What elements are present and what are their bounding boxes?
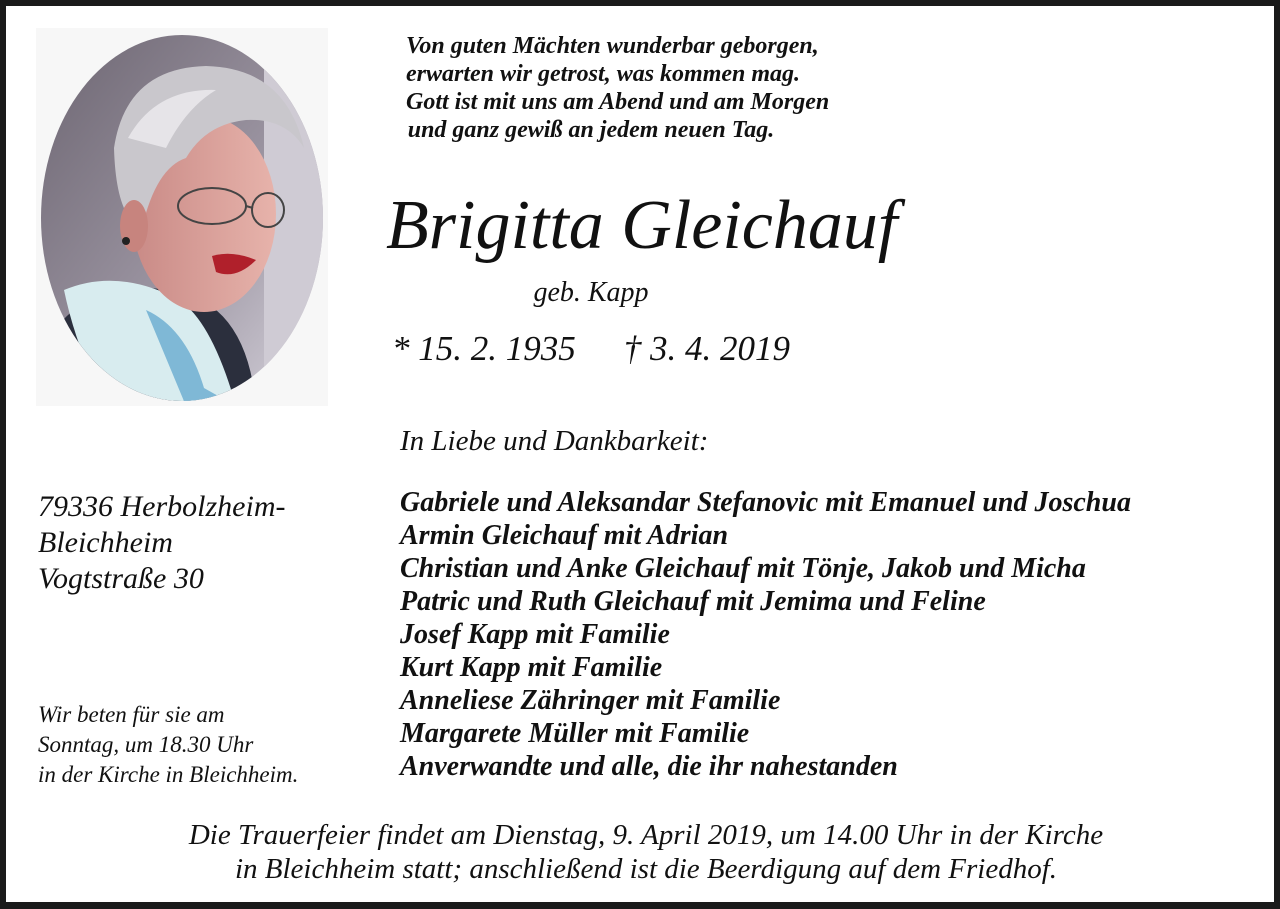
poem-line: Gott ist mit uns am Abend und am Morgen bbox=[406, 89, 830, 115]
birth-date: * 15. 2. 1935 bbox=[392, 329, 576, 368]
portrait-photo bbox=[36, 28, 328, 406]
poem-line: Von guten Mächten wunderbar geborgen, bbox=[406, 33, 819, 59]
mourner-entry: Josef Kapp mit Familie bbox=[400, 619, 670, 650]
funeral-notice bbox=[46, 818, 1246, 886]
address-line: Bleichheim bbox=[38, 526, 173, 559]
poem-line: erwarten wir getrost, was kommen mag. bbox=[406, 61, 801, 87]
address-line: Vogtstraße 30 bbox=[38, 562, 204, 595]
poem bbox=[406, 32, 830, 144]
mourner-entry: Anverwandte und alle, die ihr nahestanden bbox=[400, 751, 898, 782]
deceased-name: Brigitta Gleichauf bbox=[386, 187, 898, 264]
prayer-line: in der Kirche in Bleichheim. bbox=[38, 762, 299, 787]
poem-line: und ganz gewiß an jedem neuen Tag. bbox=[407, 117, 775, 143]
funeral-line: Die Trauerfeier findet am Dienstag, 9. April 2019, um 14.00 Uhr in der Kirche bbox=[188, 819, 1104, 851]
address bbox=[38, 489, 285, 597]
prayer-notice bbox=[38, 700, 298, 790]
prayer-line: Wir beten für sie am bbox=[38, 702, 225, 727]
mourner-entry: Christian und Anke Gleichauf mit Tönje, Jakob und Micha bbox=[400, 553, 1086, 584]
mourner-entry: Kurt Kapp mit Familie bbox=[400, 652, 663, 683]
mourners-list bbox=[400, 486, 1131, 783]
maiden-name: geb. Kapp bbox=[533, 277, 649, 308]
funeral-line: in Bleichheim statt; anschließend ist die Beerdigung auf dem Friedhof. bbox=[234, 853, 1058, 885]
mourner-entry: Armin Gleichauf mit Adrian bbox=[400, 520, 729, 551]
death-date: † 3. 4. 2019 bbox=[623, 329, 790, 368]
prayer-line: Sonntag, um 18.30 Uhr bbox=[38, 732, 254, 757]
mourner-entry: Patric und Ruth Gleichauf mit Jemima und Feline bbox=[400, 586, 986, 617]
mourner-entry: Anneliese Zähringer mit Familie bbox=[400, 685, 781, 716]
mourner-entry: Margarete Müller mit Familie bbox=[400, 718, 750, 749]
life-dates bbox=[386, 329, 796, 369]
mourner-entry: Gabriele und Aleksandar Stefanovic mit Emanuel und Joschua bbox=[400, 487, 1131, 518]
dedication: In Liebe und Dankbarkeit: bbox=[400, 425, 709, 457]
address-line: 79336 Herbolzheim- bbox=[38, 490, 286, 523]
